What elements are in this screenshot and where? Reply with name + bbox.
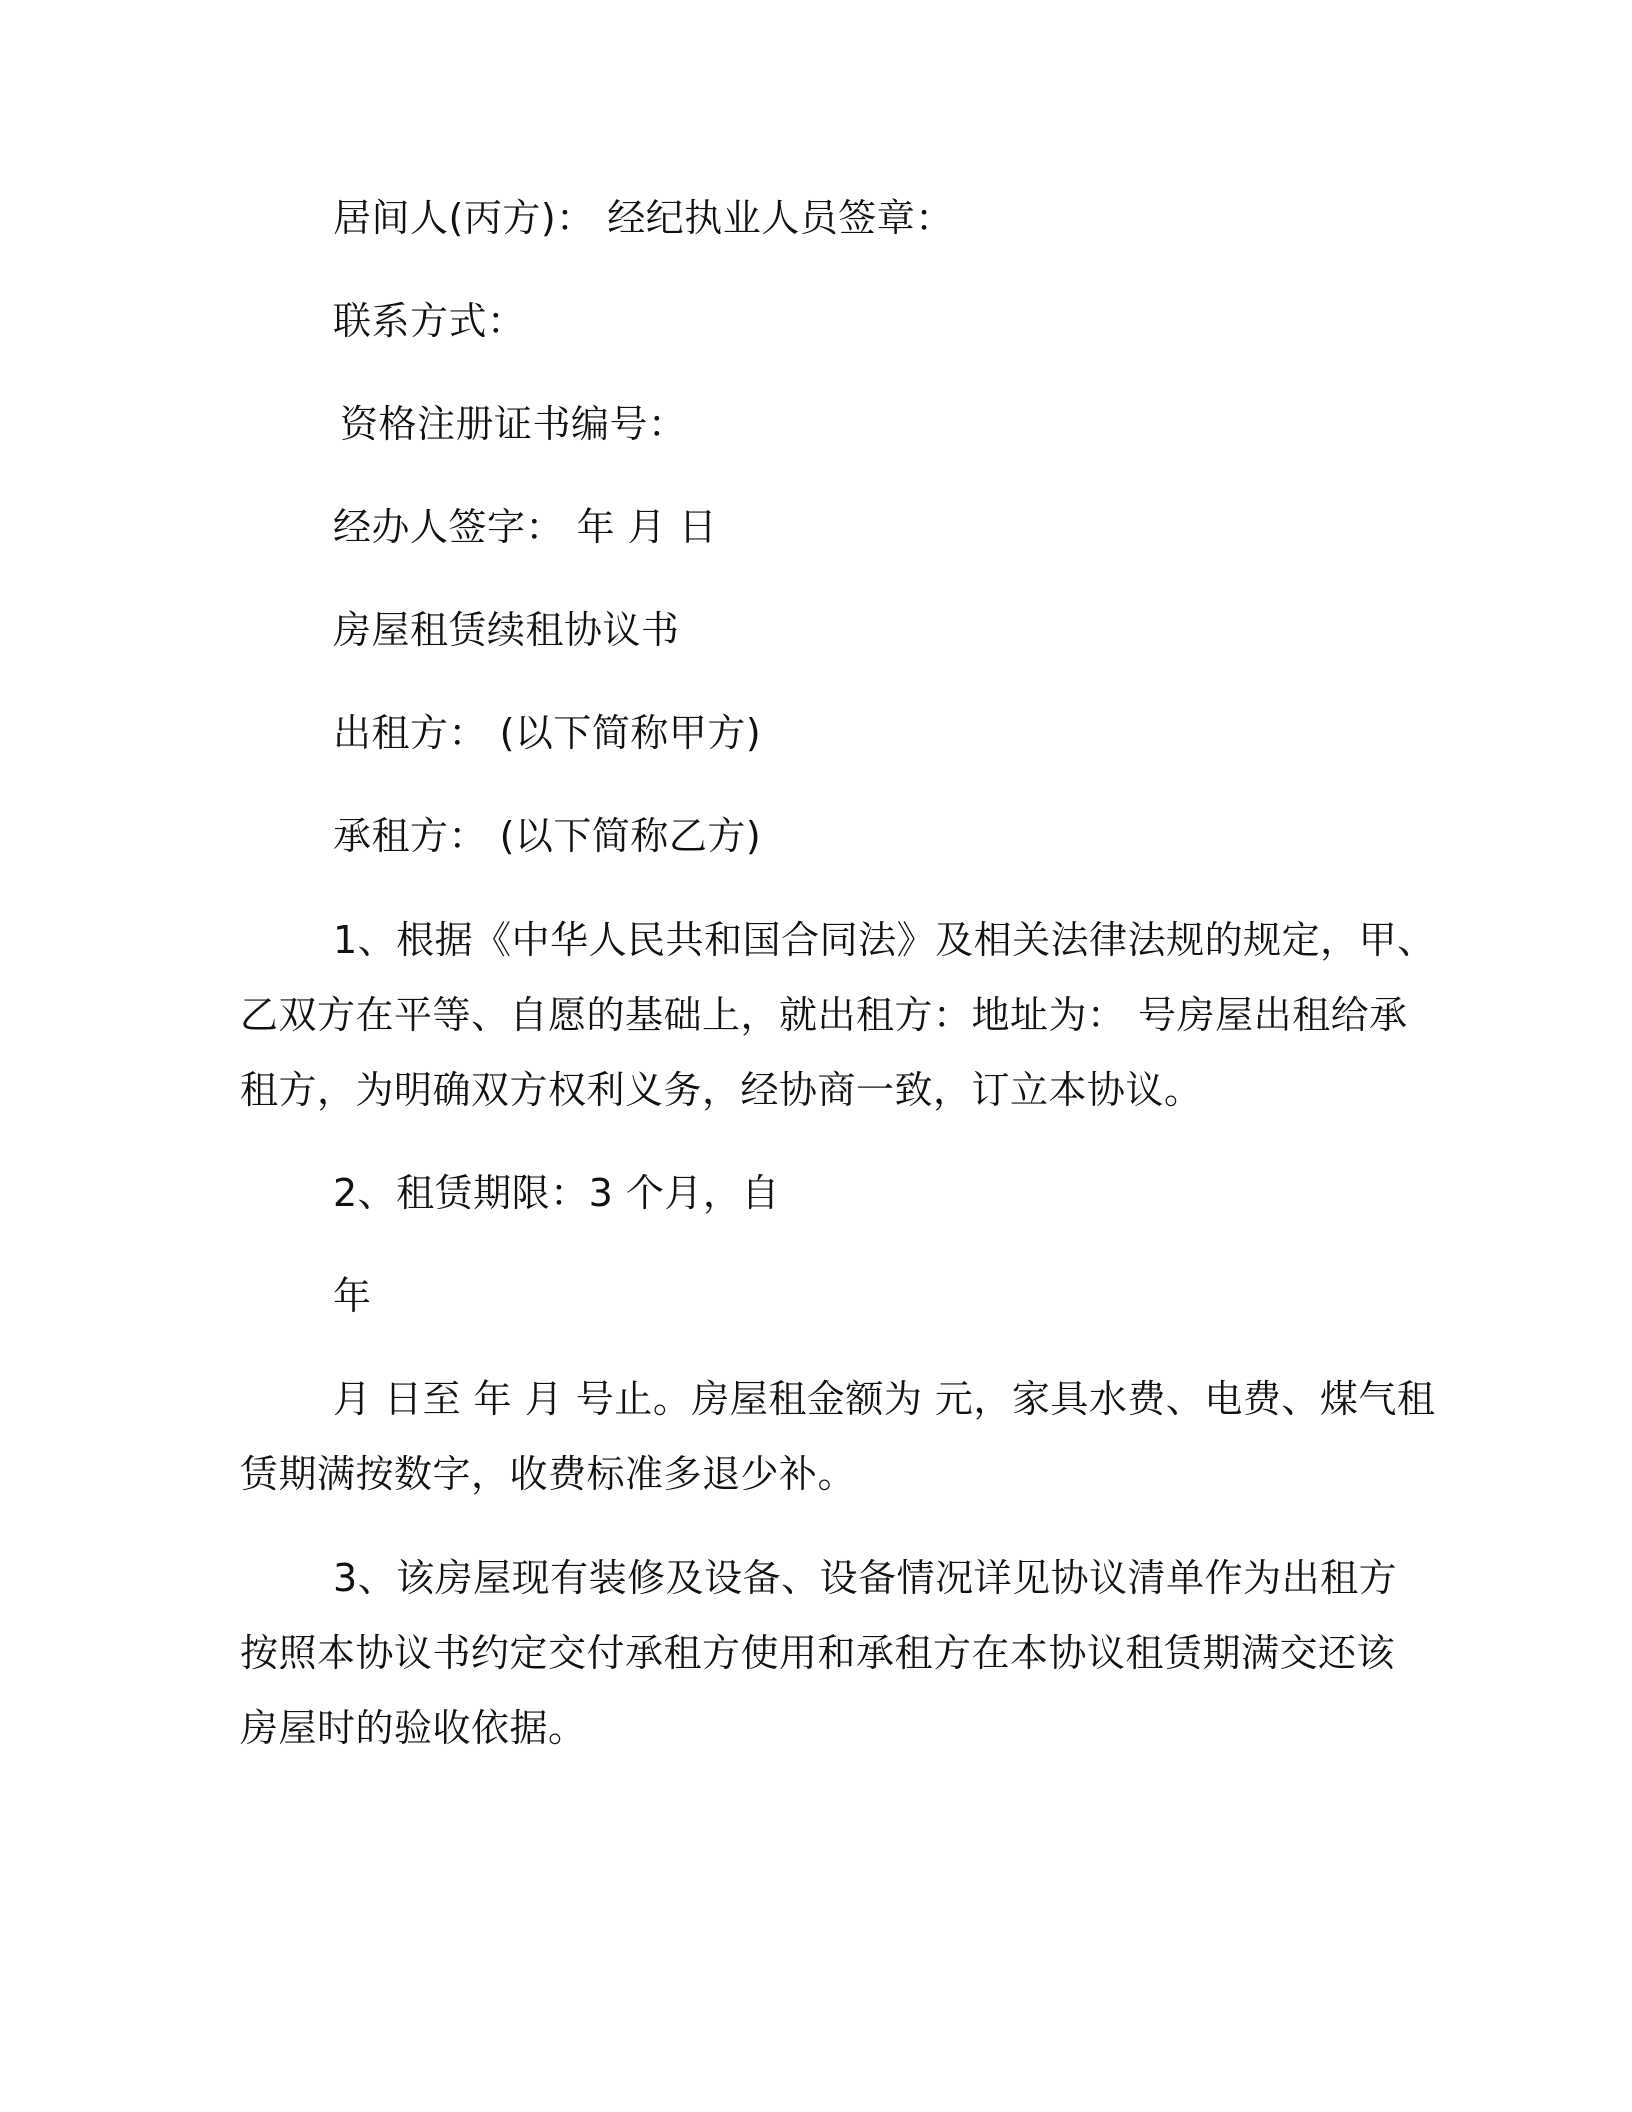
clause-2-line-1: 2、租赁期限：3 个月，自: [333, 1171, 780, 1215]
clause-2-line-3: 赁期满按数字，收费标准多退少补。: [240, 1452, 857, 1496]
clause-1-line-1: 1、根据《中华人民共和国合同法》及相关法律法规的规定，甲、: [333, 918, 1436, 962]
clause-3-line-3: 房屋时的验收依据。: [240, 1706, 587, 1750]
clause-2-year: 年: [333, 1274, 372, 1318]
contact-line: 联系方式：: [333, 299, 526, 343]
lessor-line: 出租方： (以下简称甲方): [333, 711, 762, 755]
clause-3-line-1: 3、该房屋现有装修及设备、设备情况详见协议清单作为出租方: [333, 1556, 1398, 1600]
handler-signature-line: 经办人签字： 年 月 日: [333, 505, 718, 549]
clause-1-line-2: 乙双方在平等、自愿的基础上，就出租方：地址为： 号房屋出租给承: [240, 993, 1408, 1037]
lessee-line: 承租方： (以下简称乙方): [333, 814, 762, 858]
clause-1-line-3: 租方，为明确双方权利义务，经协商一致，订立本协议。: [240, 1068, 1203, 1112]
agreement-title: 房屋租赁续租协议书: [333, 608, 680, 652]
clause-3-line-2: 按照本协议书约定交付承租方使用和承租方在本协议租赁期满交还该: [240, 1631, 1396, 1675]
intermediary-line: 居间人(丙方)： 经纪执业人员签章：: [333, 196, 954, 240]
clause-2-line-2: 月 日至 年 月 号止。房屋租金额为 元，家具水费、电费、煤气租: [333, 1377, 1436, 1421]
certificate-number-line: 资格注册证书编号：: [340, 402, 687, 446]
